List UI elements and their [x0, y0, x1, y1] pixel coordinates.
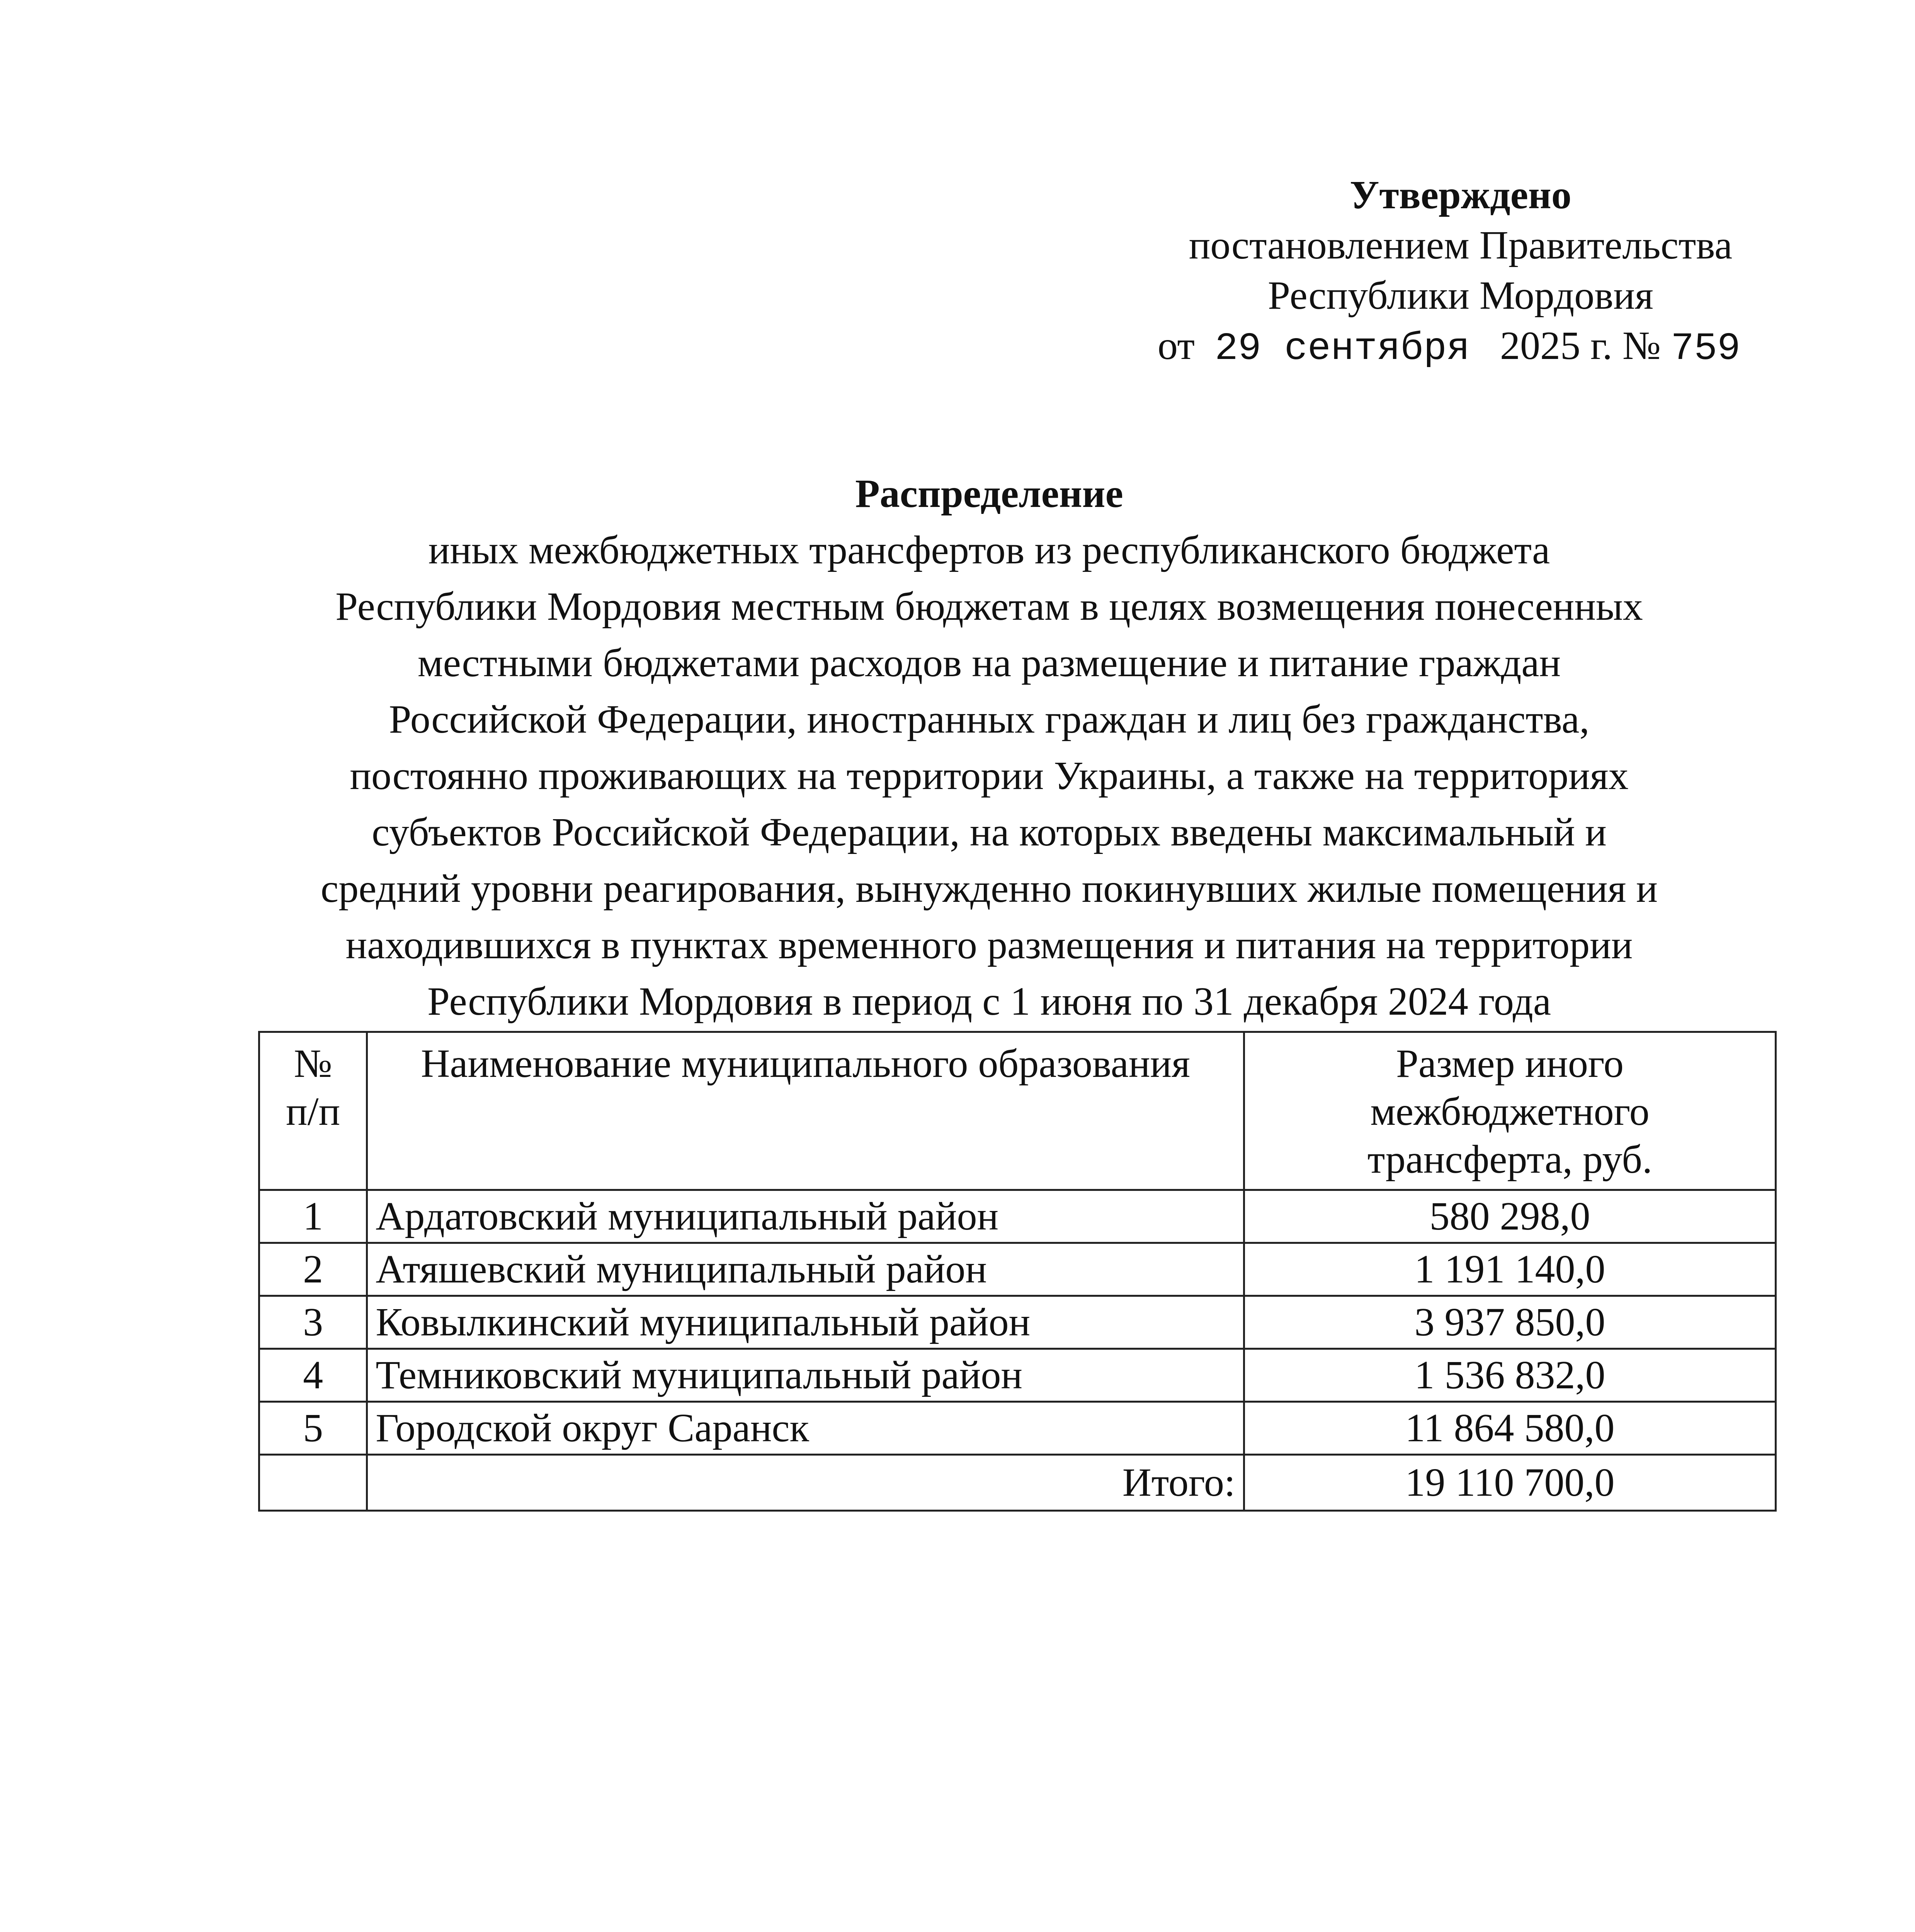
date-handwritten: 29 сентября	[1214, 327, 1470, 371]
distribution-table	[258, 1031, 1777, 1512]
row-amount: 580 298,0	[1244, 1190, 1776, 1243]
row-num: 2	[259, 1243, 367, 1296]
heading-line: находившихся в пунктах временного размещения и питания на территории	[345, 923, 1633, 967]
header-num	[259, 1032, 367, 1190]
row-name: Ардатовский муниципальный район	[367, 1190, 1244, 1243]
row-num: 1	[259, 1190, 367, 1243]
document-heading	[232, 466, 1747, 1030]
header-amount-line-2: межбюджетного	[1370, 1089, 1650, 1134]
table-row	[259, 1243, 1776, 1296]
row-num: 4	[259, 1349, 367, 1402]
date-prefix: от	[1157, 323, 1195, 368]
heading-line: иных межбюджетных трансфертов из республиканского бюджета	[428, 528, 1550, 572]
approval-date-line	[1051, 321, 1847, 374]
row-num: 3	[259, 1296, 367, 1349]
header-name: Наименование муниципального образования	[367, 1032, 1244, 1190]
row-amount: 11 864 580,0	[1244, 1402, 1776, 1455]
row-amount: 1 191 140,0	[1244, 1243, 1776, 1296]
row-name: Ковылкинский муниципальный район	[367, 1296, 1244, 1349]
approval-block	[1074, 170, 1847, 374]
row-name: Темниковский муниципальный район	[367, 1349, 1244, 1402]
header-num-line-1: №	[294, 1041, 332, 1086]
heading-line: средний уровни реагирования, вынужденно покинувших жилые помещения и	[320, 866, 1658, 911]
table-row	[259, 1296, 1776, 1349]
total-num-empty	[259, 1455, 367, 1511]
total-amount: 19 110 700,0	[1244, 1455, 1776, 1511]
heading-line: субъектов Российской Федерации, на которых введены максимальный и	[372, 810, 1607, 854]
total-label: Итого:	[367, 1455, 1244, 1511]
decree-number: 759	[1671, 327, 1741, 371]
row-amount: 3 937 850,0	[1244, 1296, 1776, 1349]
approval-line-2: Республики Мордовия	[1268, 273, 1653, 318]
total-row	[259, 1455, 1776, 1511]
header-amount-line-3: трансферта, руб.	[1367, 1137, 1653, 1182]
row-num: 5	[259, 1402, 367, 1455]
header-amount-line-1: Размер иного	[1396, 1041, 1624, 1086]
heading-line: местными бюджетами расходов на размещение и питание граждан	[417, 641, 1561, 685]
table-row	[259, 1402, 1776, 1455]
date-year: 2025 г. №	[1500, 323, 1661, 368]
row-name: Городской округ Саранск	[367, 1402, 1244, 1455]
heading-line: постоянно проживающих на территории Украины, а также на территориях	[350, 753, 1629, 798]
table-header-row	[259, 1032, 1776, 1190]
document-title: Распределение	[855, 471, 1123, 516]
header-num-line-2: п/п	[286, 1089, 340, 1134]
row-amount: 1 536 832,0	[1244, 1349, 1776, 1402]
approval-line-1: постановлением Правительства	[1189, 223, 1733, 267]
table-row	[259, 1349, 1776, 1402]
heading-line: Республики Мордовия в период с 1 июня по 31 декабря 2024 года	[427, 979, 1551, 1024]
heading-line: Российской Федерации, иностранных граждан и лиц без гражданства,	[389, 697, 1590, 742]
table-row	[259, 1190, 1776, 1243]
header-amount	[1244, 1032, 1776, 1190]
heading-line: Республики Мордовия местным бюджетам в целях возмещения понесенных	[335, 584, 1643, 629]
row-name: Атяшевский муниципальный район	[367, 1243, 1244, 1296]
approval-title: Утверждено	[1350, 173, 1571, 217]
